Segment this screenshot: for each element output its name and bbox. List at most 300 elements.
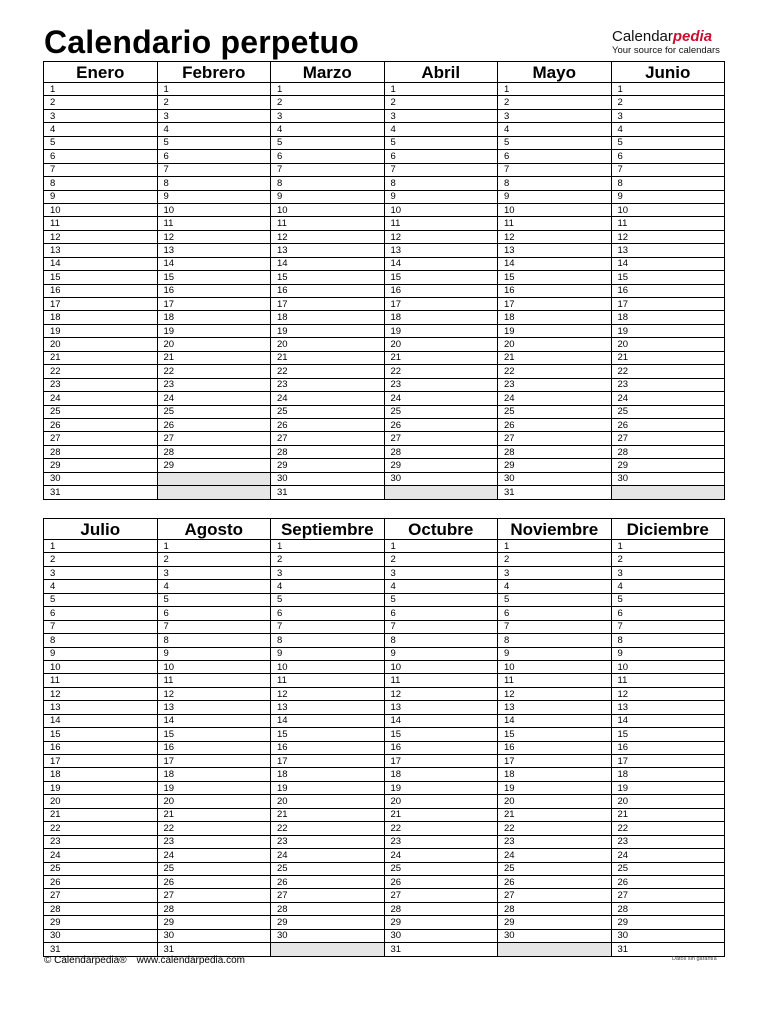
day-cell[interactable]: 30 xyxy=(384,472,498,485)
day-cell[interactable]: 13 xyxy=(157,701,271,714)
day-cell[interactable]: 9 xyxy=(271,190,385,203)
day-cell[interactable]: 30 xyxy=(157,929,271,942)
day-cell[interactable]: 19 xyxy=(157,781,271,794)
day-cell[interactable]: 17 xyxy=(498,755,612,768)
day-cell[interactable]: 3 xyxy=(271,566,385,579)
day-cell[interactable]: 20 xyxy=(384,795,498,808)
day-cell[interactable]: 10 xyxy=(498,203,612,216)
day-cell[interactable]: 24 xyxy=(271,392,385,405)
day-cell[interactable]: 26 xyxy=(498,875,612,888)
day-cell[interactable]: 26 xyxy=(157,418,271,431)
day-cell[interactable]: 5 xyxy=(384,593,498,606)
day-cell[interactable]: 8 xyxy=(384,634,498,647)
day-cell[interactable]: 22 xyxy=(611,365,725,378)
day-cell[interactable]: 20 xyxy=(498,338,612,351)
day-cell[interactable]: 3 xyxy=(611,109,725,122)
day-cell[interactable]: 1 xyxy=(44,540,158,553)
day-cell[interactable]: 17 xyxy=(384,755,498,768)
day-cell[interactable]: 21 xyxy=(611,808,725,821)
day-cell[interactable]: 28 xyxy=(157,902,271,915)
day-cell[interactable]: 27 xyxy=(611,432,725,445)
day-cell[interactable]: 15 xyxy=(44,271,158,284)
day-cell[interactable]: 16 xyxy=(384,284,498,297)
day-cell[interactable]: 28 xyxy=(271,902,385,915)
day-cell[interactable]: 19 xyxy=(157,324,271,337)
day-cell[interactable]: 7 xyxy=(611,163,725,176)
day-cell[interactable]: 2 xyxy=(44,96,158,109)
day-cell[interactable]: 24 xyxy=(611,392,725,405)
day-cell[interactable]: 2 xyxy=(271,553,385,566)
day-cell[interactable]: 13 xyxy=(44,244,158,257)
day-cell[interactable]: 5 xyxy=(271,593,385,606)
day-cell[interactable]: 12 xyxy=(271,230,385,243)
day-cell[interactable]: 10 xyxy=(384,203,498,216)
day-cell[interactable]: 15 xyxy=(384,271,498,284)
day-cell[interactable]: 21 xyxy=(611,351,725,364)
day-cell[interactable]: 12 xyxy=(498,687,612,700)
day-cell[interactable]: 4 xyxy=(611,123,725,136)
day-cell[interactable]: 8 xyxy=(157,177,271,190)
day-cell[interactable]: 29 xyxy=(271,459,385,472)
day-cell[interactable]: 5 xyxy=(611,593,725,606)
day-cell[interactable]: 30 xyxy=(498,472,612,485)
day-cell[interactable]: 9 xyxy=(611,190,725,203)
day-cell[interactable]: 24 xyxy=(384,849,498,862)
day-cell[interactable]: 6 xyxy=(498,607,612,620)
day-cell[interactable]: 11 xyxy=(384,674,498,687)
day-cell[interactable]: 8 xyxy=(44,177,158,190)
day-cell[interactable]: 29 xyxy=(157,459,271,472)
day-cell[interactable]: 14 xyxy=(611,714,725,727)
day-cell[interactable]: 11 xyxy=(271,674,385,687)
day-cell[interactable]: 12 xyxy=(384,687,498,700)
day-cell[interactable]: 24 xyxy=(384,392,498,405)
day-cell[interactable]: 1 xyxy=(271,83,385,96)
day-cell[interactable]: 2 xyxy=(498,96,612,109)
day-cell[interactable]: 24 xyxy=(157,392,271,405)
day-cell[interactable]: 30 xyxy=(611,929,725,942)
day-cell[interactable]: 13 xyxy=(157,244,271,257)
day-cell[interactable]: 10 xyxy=(384,660,498,673)
day-cell[interactable]: 25 xyxy=(44,405,158,418)
day-cell[interactable]: 7 xyxy=(157,163,271,176)
day-cell[interactable]: 26 xyxy=(611,875,725,888)
day-cell[interactable]: 22 xyxy=(498,822,612,835)
day-cell[interactable]: 30 xyxy=(498,929,612,942)
day-cell[interactable]: 19 xyxy=(271,781,385,794)
day-cell[interactable]: 4 xyxy=(611,580,725,593)
day-cell[interactable]: 20 xyxy=(44,338,158,351)
day-cell[interactable]: 18 xyxy=(44,768,158,781)
empty-day-cell[interactable] xyxy=(498,943,612,956)
day-cell[interactable]: 6 xyxy=(384,150,498,163)
day-cell[interactable]: 20 xyxy=(157,338,271,351)
day-cell[interactable]: 30 xyxy=(384,929,498,942)
day-cell[interactable]: 20 xyxy=(271,795,385,808)
day-cell[interactable]: 6 xyxy=(611,150,725,163)
day-cell[interactable]: 8 xyxy=(271,634,385,647)
day-cell[interactable]: 6 xyxy=(44,150,158,163)
day-cell[interactable]: 23 xyxy=(157,835,271,848)
day-cell[interactable]: 8 xyxy=(498,177,612,190)
day-cell[interactable]: 10 xyxy=(157,660,271,673)
day-cell[interactable]: 12 xyxy=(611,230,725,243)
day-cell[interactable]: 1 xyxy=(157,540,271,553)
day-cell[interactable]: 28 xyxy=(611,445,725,458)
day-cell[interactable]: 10 xyxy=(271,203,385,216)
day-cell[interactable]: 4 xyxy=(157,580,271,593)
day-cell[interactable]: 24 xyxy=(271,849,385,862)
day-cell[interactable]: 22 xyxy=(384,365,498,378)
day-cell[interactable]: 13 xyxy=(271,244,385,257)
day-cell[interactable]: 15 xyxy=(498,271,612,284)
footer-url[interactable]: www.calendarpedia.com xyxy=(136,955,245,966)
day-cell[interactable]: 26 xyxy=(271,875,385,888)
day-cell[interactable]: 11 xyxy=(611,217,725,230)
day-cell[interactable]: 17 xyxy=(44,298,158,311)
day-cell[interactable]: 12 xyxy=(44,687,158,700)
day-cell[interactable]: 3 xyxy=(44,566,158,579)
day-cell[interactable]: 23 xyxy=(384,378,498,391)
day-cell[interactable]: 10 xyxy=(498,660,612,673)
day-cell[interactable]: 14 xyxy=(157,714,271,727)
day-cell[interactable]: 6 xyxy=(271,607,385,620)
day-cell[interactable]: 9 xyxy=(44,190,158,203)
day-cell[interactable]: 16 xyxy=(611,284,725,297)
day-cell[interactable]: 5 xyxy=(44,136,158,149)
day-cell[interactable]: 27 xyxy=(498,889,612,902)
day-cell[interactable]: 9 xyxy=(498,647,612,660)
day-cell[interactable]: 9 xyxy=(271,647,385,660)
day-cell[interactable]: 9 xyxy=(157,190,271,203)
day-cell[interactable]: 20 xyxy=(384,338,498,351)
day-cell[interactable]: 29 xyxy=(498,916,612,929)
day-cell[interactable]: 29 xyxy=(498,459,612,472)
day-cell[interactable]: 27 xyxy=(157,889,271,902)
day-cell[interactable]: 7 xyxy=(44,620,158,633)
day-cell[interactable]: 19 xyxy=(498,324,612,337)
day-cell[interactable]: 10 xyxy=(44,660,158,673)
day-cell[interactable]: 12 xyxy=(271,687,385,700)
day-cell[interactable]: 1 xyxy=(271,540,385,553)
day-cell[interactable]: 29 xyxy=(384,459,498,472)
day-cell[interactable]: 19 xyxy=(271,324,385,337)
day-cell[interactable]: 25 xyxy=(384,862,498,875)
day-cell[interactable]: 23 xyxy=(384,835,498,848)
day-cell[interactable]: 18 xyxy=(157,768,271,781)
day-cell[interactable]: 2 xyxy=(498,553,612,566)
day-cell[interactable]: 13 xyxy=(498,244,612,257)
day-cell[interactable]: 1 xyxy=(611,540,725,553)
day-cell[interactable]: 22 xyxy=(157,822,271,835)
day-cell[interactable]: 21 xyxy=(271,351,385,364)
day-cell[interactable]: 20 xyxy=(157,795,271,808)
day-cell[interactable]: 30 xyxy=(44,929,158,942)
day-cell[interactable]: 19 xyxy=(44,324,158,337)
day-cell[interactable]: 2 xyxy=(611,96,725,109)
day-cell[interactable]: 5 xyxy=(498,593,612,606)
day-cell[interactable]: 21 xyxy=(44,808,158,821)
day-cell[interactable]: 21 xyxy=(271,808,385,821)
day-cell[interactable]: 9 xyxy=(44,647,158,660)
day-cell[interactable]: 3 xyxy=(271,109,385,122)
day-cell[interactable]: 28 xyxy=(498,902,612,915)
day-cell[interactable]: 27 xyxy=(44,889,158,902)
day-cell[interactable]: 12 xyxy=(611,687,725,700)
day-cell[interactable]: 31 xyxy=(611,943,725,956)
day-cell[interactable]: 1 xyxy=(157,83,271,96)
day-cell[interactable]: 21 xyxy=(498,351,612,364)
day-cell[interactable]: 22 xyxy=(271,365,385,378)
day-cell[interactable]: 22 xyxy=(44,365,158,378)
day-cell[interactable]: 2 xyxy=(157,96,271,109)
day-cell[interactable]: 21 xyxy=(44,351,158,364)
day-cell[interactable]: 12 xyxy=(498,230,612,243)
day-cell[interactable]: 18 xyxy=(44,311,158,324)
day-cell[interactable]: 3 xyxy=(384,566,498,579)
day-cell[interactable]: 21 xyxy=(157,351,271,364)
day-cell[interactable]: 4 xyxy=(498,123,612,136)
day-cell[interactable]: 10 xyxy=(157,203,271,216)
day-cell[interactable]: 31 xyxy=(271,486,385,499)
day-cell[interactable]: 25 xyxy=(44,862,158,875)
day-cell[interactable]: 17 xyxy=(157,755,271,768)
day-cell[interactable]: 11 xyxy=(44,674,158,687)
day-cell[interactable]: 24 xyxy=(611,849,725,862)
day-cell[interactable]: 3 xyxy=(44,109,158,122)
day-cell[interactable]: 2 xyxy=(384,96,498,109)
day-cell[interactable]: 23 xyxy=(498,835,612,848)
day-cell[interactable]: 24 xyxy=(44,849,158,862)
day-cell[interactable]: 8 xyxy=(384,177,498,190)
day-cell[interactable]: 18 xyxy=(271,768,385,781)
day-cell[interactable]: 12 xyxy=(44,230,158,243)
day-cell[interactable]: 19 xyxy=(498,781,612,794)
day-cell[interactable]: 27 xyxy=(271,432,385,445)
day-cell[interactable]: 26 xyxy=(384,875,498,888)
day-cell[interactable]: 30 xyxy=(44,472,158,485)
day-cell[interactable]: 13 xyxy=(498,701,612,714)
day-cell[interactable]: 30 xyxy=(611,472,725,485)
day-cell[interactable]: 29 xyxy=(611,459,725,472)
day-cell[interactable]: 14 xyxy=(44,714,158,727)
day-cell[interactable]: 11 xyxy=(498,674,612,687)
day-cell[interactable]: 5 xyxy=(157,593,271,606)
day-cell[interactable]: 21 xyxy=(384,808,498,821)
day-cell[interactable]: 11 xyxy=(157,674,271,687)
day-cell[interactable]: 11 xyxy=(384,217,498,230)
day-cell[interactable]: 22 xyxy=(44,822,158,835)
day-cell[interactable]: 16 xyxy=(611,741,725,754)
day-cell[interactable]: 21 xyxy=(157,808,271,821)
day-cell[interactable]: 15 xyxy=(611,728,725,741)
day-cell[interactable]: 25 xyxy=(498,862,612,875)
day-cell[interactable]: 9 xyxy=(157,647,271,660)
day-cell[interactable]: 3 xyxy=(611,566,725,579)
day-cell[interactable]: 28 xyxy=(157,445,271,458)
day-cell[interactable]: 16 xyxy=(44,741,158,754)
day-cell[interactable]: 8 xyxy=(44,634,158,647)
day-cell[interactable]: 8 xyxy=(498,634,612,647)
day-cell[interactable]: 4 xyxy=(271,580,385,593)
day-cell[interactable]: 6 xyxy=(157,607,271,620)
empty-day-cell[interactable] xyxy=(157,472,271,485)
day-cell[interactable]: 13 xyxy=(271,701,385,714)
day-cell[interactable]: 22 xyxy=(271,822,385,835)
day-cell[interactable]: 22 xyxy=(384,822,498,835)
day-cell[interactable]: 16 xyxy=(498,284,612,297)
day-cell[interactable]: 12 xyxy=(157,687,271,700)
day-cell[interactable]: 20 xyxy=(611,338,725,351)
day-cell[interactable]: 13 xyxy=(611,701,725,714)
day-cell[interactable]: 16 xyxy=(44,284,158,297)
day-cell[interactable]: 27 xyxy=(271,889,385,902)
day-cell[interactable]: 5 xyxy=(271,136,385,149)
day-cell[interactable]: 31 xyxy=(157,943,271,956)
day-cell[interactable]: 26 xyxy=(44,418,158,431)
day-cell[interactable]: 23 xyxy=(157,378,271,391)
day-cell[interactable]: 20 xyxy=(44,795,158,808)
day-cell[interactable]: 9 xyxy=(384,647,498,660)
day-cell[interactable]: 17 xyxy=(611,298,725,311)
day-cell[interactable]: 23 xyxy=(271,378,385,391)
day-cell[interactable]: 27 xyxy=(157,432,271,445)
day-cell[interactable]: 2 xyxy=(611,553,725,566)
day-cell[interactable]: 7 xyxy=(271,163,385,176)
day-cell[interactable]: 17 xyxy=(384,298,498,311)
day-cell[interactable]: 15 xyxy=(271,728,385,741)
day-cell[interactable]: 22 xyxy=(157,365,271,378)
day-cell[interactable]: 28 xyxy=(44,902,158,915)
day-cell[interactable]: 27 xyxy=(498,432,612,445)
day-cell[interactable]: 3 xyxy=(384,109,498,122)
day-cell[interactable]: 24 xyxy=(498,849,612,862)
day-cell[interactable]: 29 xyxy=(611,916,725,929)
day-cell[interactable]: 20 xyxy=(611,795,725,808)
day-cell[interactable]: 23 xyxy=(44,378,158,391)
day-cell[interactable]: 11 xyxy=(611,674,725,687)
day-cell[interactable]: 4 xyxy=(384,580,498,593)
day-cell[interactable]: 14 xyxy=(44,257,158,270)
day-cell[interactable]: 14 xyxy=(498,257,612,270)
day-cell[interactable]: 28 xyxy=(271,445,385,458)
day-cell[interactable]: 5 xyxy=(611,136,725,149)
day-cell[interactable]: 9 xyxy=(384,190,498,203)
day-cell[interactable]: 29 xyxy=(44,459,158,472)
day-cell[interactable]: 31 xyxy=(498,486,612,499)
day-cell[interactable]: 12 xyxy=(384,230,498,243)
day-cell[interactable]: 15 xyxy=(498,728,612,741)
day-cell[interactable]: 3 xyxy=(498,109,612,122)
day-cell[interactable]: 30 xyxy=(271,929,385,942)
day-cell[interactable]: 13 xyxy=(611,244,725,257)
day-cell[interactable]: 7 xyxy=(498,620,612,633)
day-cell[interactable]: 18 xyxy=(498,311,612,324)
day-cell[interactable]: 22 xyxy=(611,822,725,835)
day-cell[interactable]: 18 xyxy=(611,311,725,324)
day-cell[interactable]: 22 xyxy=(498,365,612,378)
day-cell[interactable]: 25 xyxy=(498,405,612,418)
empty-day-cell[interactable] xyxy=(611,486,725,499)
day-cell[interactable]: 2 xyxy=(271,96,385,109)
day-cell[interactable]: 17 xyxy=(611,755,725,768)
day-cell[interactable]: 8 xyxy=(157,634,271,647)
day-cell[interactable]: 3 xyxy=(157,109,271,122)
day-cell[interactable]: 16 xyxy=(498,741,612,754)
day-cell[interactable]: 17 xyxy=(44,755,158,768)
day-cell[interactable]: 4 xyxy=(44,123,158,136)
empty-day-cell[interactable] xyxy=(157,486,271,499)
day-cell[interactable]: 21 xyxy=(498,808,612,821)
day-cell[interactable]: 12 xyxy=(157,230,271,243)
day-cell[interactable]: 13 xyxy=(384,244,498,257)
day-cell[interactable]: 15 xyxy=(384,728,498,741)
day-cell[interactable]: 15 xyxy=(611,271,725,284)
day-cell[interactable]: 11 xyxy=(271,217,385,230)
day-cell[interactable]: 15 xyxy=(271,271,385,284)
day-cell[interactable]: 7 xyxy=(44,163,158,176)
day-cell[interactable]: 6 xyxy=(44,607,158,620)
day-cell[interactable]: 6 xyxy=(271,150,385,163)
day-cell[interactable]: 31 xyxy=(44,943,158,956)
day-cell[interactable]: 18 xyxy=(271,311,385,324)
day-cell[interactable]: 5 xyxy=(384,136,498,149)
day-cell[interactable]: 28 xyxy=(44,445,158,458)
day-cell[interactable]: 28 xyxy=(611,902,725,915)
day-cell[interactable]: 13 xyxy=(44,701,158,714)
day-cell[interactable]: 26 xyxy=(611,418,725,431)
day-cell[interactable]: 24 xyxy=(498,392,612,405)
day-cell[interactable]: 19 xyxy=(44,781,158,794)
day-cell[interactable]: 25 xyxy=(271,405,385,418)
day-cell[interactable]: 8 xyxy=(611,634,725,647)
day-cell[interactable]: 2 xyxy=(44,553,158,566)
day-cell[interactable]: 29 xyxy=(271,916,385,929)
day-cell[interactable]: 21 xyxy=(384,351,498,364)
day-cell[interactable]: 1 xyxy=(611,83,725,96)
day-cell[interactable]: 26 xyxy=(384,418,498,431)
day-cell[interactable]: 26 xyxy=(157,875,271,888)
day-cell[interactable]: 17 xyxy=(157,298,271,311)
day-cell[interactable]: 10 xyxy=(611,203,725,216)
day-cell[interactable]: 16 xyxy=(157,284,271,297)
day-cell[interactable]: 1 xyxy=(44,83,158,96)
day-cell[interactable]: 13 xyxy=(384,701,498,714)
day-cell[interactable]: 14 xyxy=(271,257,385,270)
day-cell[interactable]: 18 xyxy=(611,768,725,781)
day-cell[interactable]: 10 xyxy=(611,660,725,673)
day-cell[interactable]: 25 xyxy=(611,862,725,875)
day-cell[interactable]: 18 xyxy=(157,311,271,324)
day-cell[interactable]: 17 xyxy=(271,755,385,768)
day-cell[interactable]: 24 xyxy=(44,392,158,405)
day-cell[interactable]: 15 xyxy=(157,271,271,284)
day-cell[interactable]: 4 xyxy=(498,580,612,593)
day-cell[interactable]: 4 xyxy=(157,123,271,136)
day-cell[interactable]: 1 xyxy=(384,83,498,96)
day-cell[interactable]: 11 xyxy=(157,217,271,230)
day-cell[interactable]: 16 xyxy=(157,741,271,754)
day-cell[interactable]: 8 xyxy=(611,177,725,190)
day-cell[interactable]: 4 xyxy=(271,123,385,136)
day-cell[interactable]: 5 xyxy=(44,593,158,606)
day-cell[interactable]: 25 xyxy=(271,862,385,875)
day-cell[interactable]: 27 xyxy=(44,432,158,445)
day-cell[interactable]: 29 xyxy=(44,916,158,929)
day-cell[interactable]: 28 xyxy=(384,902,498,915)
day-cell[interactable]: 18 xyxy=(384,311,498,324)
day-cell[interactable]: 2 xyxy=(384,553,498,566)
